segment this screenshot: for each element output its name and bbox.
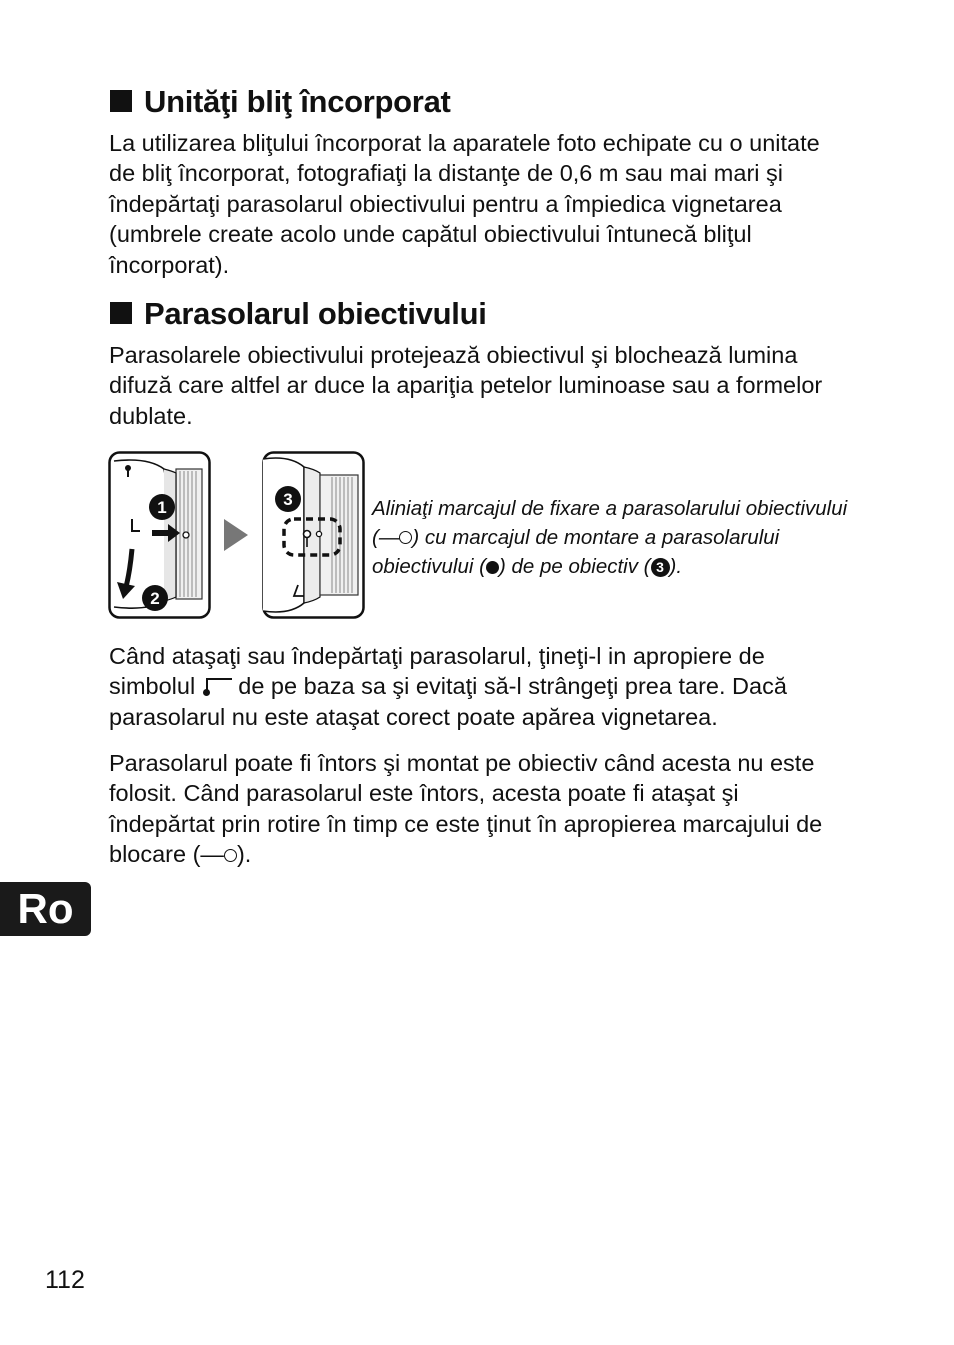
section-heading-lens-hood: Parasolarul obiectivului xyxy=(110,296,487,332)
svg-text:2: 2 xyxy=(150,589,160,608)
step-number-3-icon xyxy=(275,486,301,512)
square-bullet-icon xyxy=(110,302,132,324)
lens-hood-paragraph: Parasolarele obiectivului protejează obiectivul şi blochează lumina difuză care altfel ar duce la apariţia petelor luminoase sau a formelor dublate. xyxy=(109,342,823,429)
hood-lock-mark-icon xyxy=(399,531,412,544)
hood-mount-mark-icon xyxy=(486,561,499,574)
section-heading-built-in-flash: Unităţi bliţ încorporat xyxy=(110,84,451,120)
square-bullet-icon xyxy=(110,90,132,112)
svg-text:3: 3 xyxy=(283,490,293,509)
step-number-2-icon xyxy=(142,585,168,611)
lock-mark-icon xyxy=(224,849,237,862)
step-number-1-icon xyxy=(149,494,175,520)
figure-caption: Aliniaţi marcajul de fixare a parasolarului obiectivului (— ) cu marcajul de montare a parasolarului obiectivului ( ) de pe obiectiv ( 3 ). xyxy=(372,497,848,578)
built-in-flash-paragraph: La utilizarea bliţului încorporat la aparatele foto echipate cu o unitate de bliţ încorporat, fotografiaţi la distanţe de 0,6 m sau mai mari şi îndepărtaţi parasolarul obiectivului pentru a împiedica vignetarea (umbrele create acolo unde capătul obiectivului întunecă bliţul încorporat). xyxy=(109,130,820,278)
next-step-triangle-icon xyxy=(224,519,248,551)
step-number-3-badge-icon: 3 xyxy=(651,558,670,577)
attach-instructions-paragraph: Când ataşaţi sau îndepărtaţi parasolarul, ţineţi-l in apropiere de simbolul de pe baza sa şi evitaţi să-l strângeţi prea tare. Dacă parasolarul nu este ataşat corect poate apărea vignetarea. xyxy=(109,643,787,730)
page-number: 112 xyxy=(45,1266,85,1294)
reverse-mount-paragraph: Parasolarul poate fi întors şi montat pe obiectiv când acesta nu este folosit. Când parasolarul este întors, acesta poate fi ataşat şi îndepărtat prin rotire în timp ce este ţinut în apropierea marcajului de blocare (— ). xyxy=(109,750,823,868)
hood-grip-symbol-icon xyxy=(202,678,232,696)
svg-text:1: 1 xyxy=(157,498,167,517)
lens-hood-attach-illustration xyxy=(108,451,366,621)
language-tab: Ro xyxy=(0,882,91,936)
